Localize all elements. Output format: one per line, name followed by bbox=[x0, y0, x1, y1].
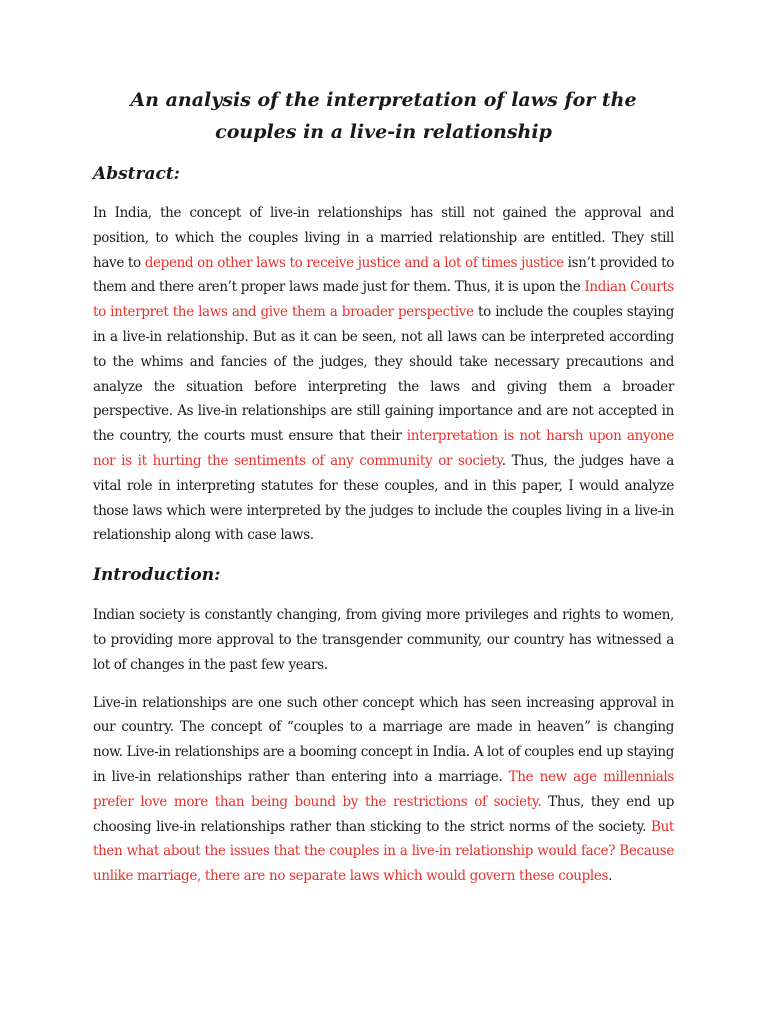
abstract-text: In India, the concept of live-in relationships has still not gained the approval and position, to which the couples living in a married relationship are entitled. They still have to bbox=[93, 205, 674, 271]
paper-title: An analysis of the interpretation of laws for the couples in a live-in relationship bbox=[130, 89, 637, 143]
intro-highlight-text: But then what about the issues that the couples in a live-in relationship would face? Because unlike marriage, there are no separate laws which would govern these couples bbox=[93, 818, 674, 885]
abstract-highlight-text: interpretation is not harsh upon anyone nor is it hurting the sentiments of any community or society bbox=[93, 428, 674, 469]
introduction-paragraph-1: Indian society is constantly changing, from giving more privileges and rights to women, to providing more approval to the transgender community, our country has witnessed a lot of changes in the past few years. bbox=[93, 607, 674, 673]
intro-text: Thus, they end up choosing live-in relationships rather than sticking to the strict norms of the society. bbox=[93, 793, 674, 835]
introduction-paragraph-2 bbox=[93, 691, 674, 889]
abstract-heading: Abstract: bbox=[93, 164, 180, 184]
abstract-text: to include the couples staying in a live-in relationship. But as it can be seen, not all laws can be interpreted according to the whims and fancies of the judges, they should take necessary precautions and analyze the situation before interpreting the laws and giving them a broader perspective. As live-in relationships are still gaining importance and are not accepted in the country, the courts must ensure that their bbox=[93, 304, 674, 445]
abstract-highlight-text: Indian Courts to interpret the laws and give them a broader perspective bbox=[93, 279, 675, 321]
abstract-paragraph bbox=[93, 201, 674, 548]
introduction-heading: Introduction: bbox=[93, 565, 221, 586]
abstract-text: isn’t provided to them and there aren’t proper laws made just for them. Thus, it is upon the bbox=[93, 254, 674, 296]
intro-highlight-text: The new age millennials prefer love more than being bound by the restrictions of society. bbox=[93, 768, 674, 810]
abstract-text: . Thus, the judges have a vital role in interpreting statutes for these couples, and in this paper, I would analyze those laws which were interpreted by the judges to include the couples living in a live-in relationship along with case laws. bbox=[93, 452, 674, 544]
intro-text: . bbox=[608, 868, 613, 885]
abstract-highlight-text: depend on other laws to receive justice and a lot of times justice bbox=[144, 254, 564, 271]
intro-text: Live-in relationships are one such other concept which has seen increasing approval in our country. The concept of “couples to a marriage are made in heaven” is changing now. Live-in relationships are a booming concept in India. A lot of couples end up staying in live-in relationships rather than entering into a marriage. bbox=[93, 694, 674, 785]
